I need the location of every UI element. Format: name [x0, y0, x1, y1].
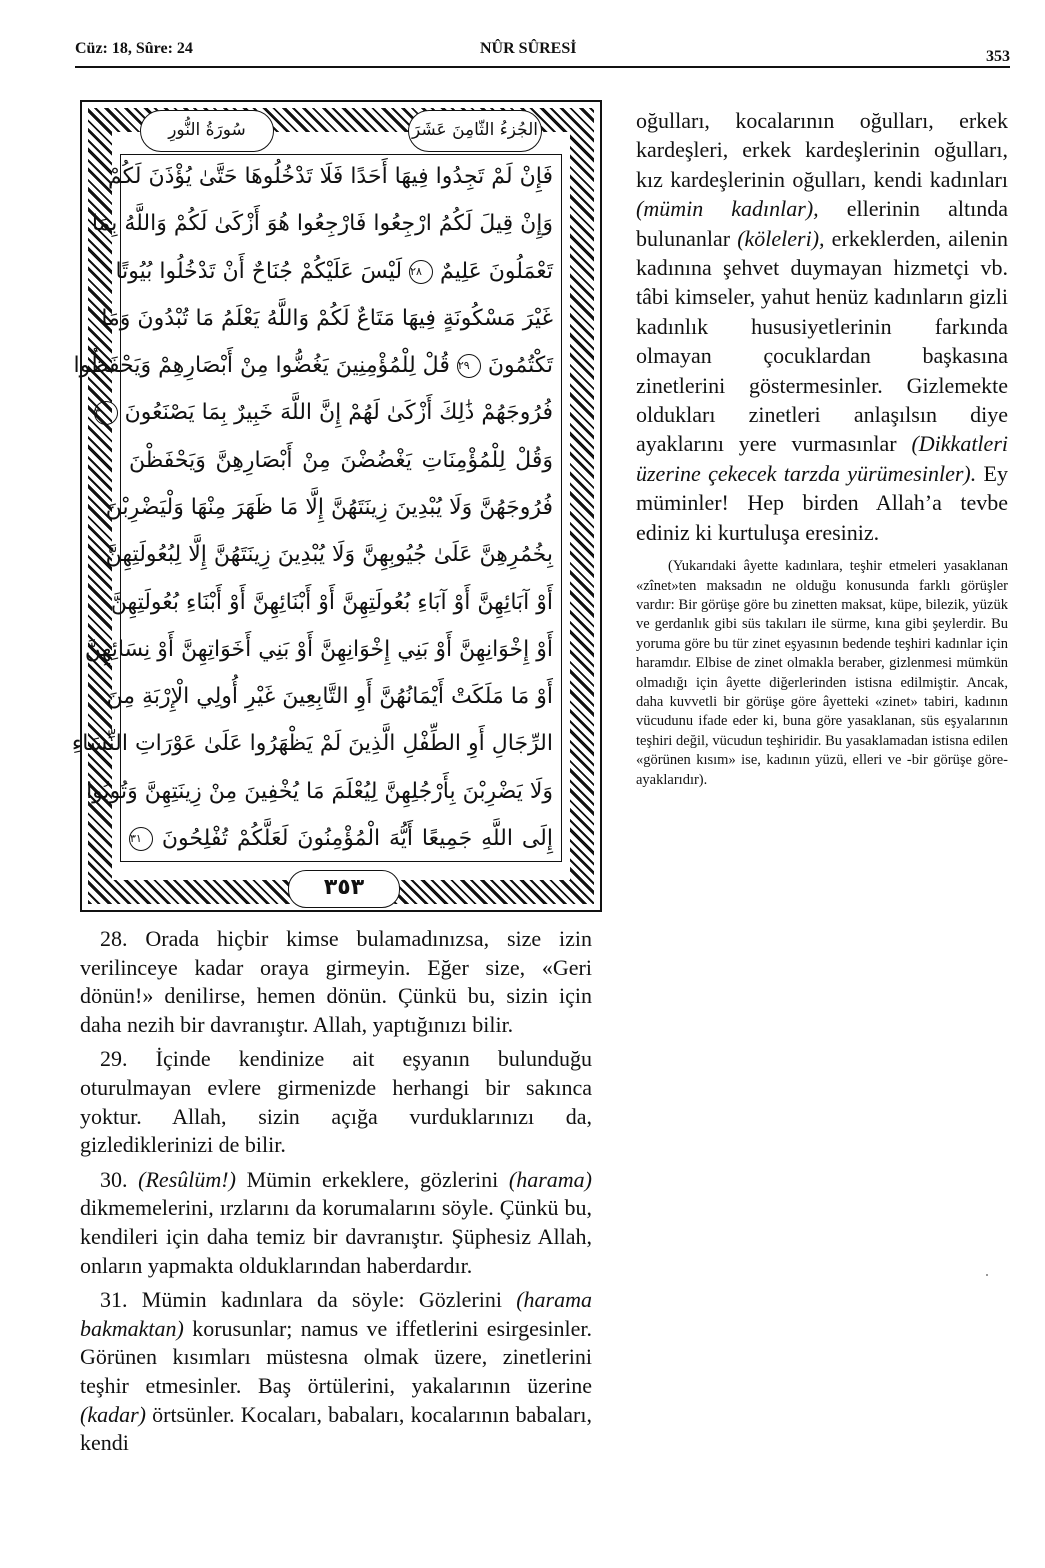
text-run: ellerinin altında bulunanlar: [636, 196, 1008, 251]
arabic-line: الرِّجَالِ أَوِ الطِّفْلِ الَّذِينَ لَمْ يَظْهَرُوا عَلَىٰ عَوْرَاتِ النِّسَاءِ: [71, 731, 553, 757]
arabic-line: أَوْ إِخْوَانِهِنَّ أَوْ بَنِي إِخْوَانِهِنَّ أَوْ بَنِي أَخَوَاتِهِنَّ أَوْ نِسَائِهِنَّ: [84, 636, 553, 662]
ayah-end-mark: ٢٩: [457, 354, 481, 378]
arabic-line: أَوْ مَا مَلَكَتْ أَيْمَانُهُنَّ أَوِ التَّابِعِينَ غَيْرِ أُولِي الْإِرْبَةِ مِنَ: [106, 684, 553, 710]
arabic-line: فُرُوجَهُنَّ وَلَا يُبْدِينَ زِينَتَهُنَّ إِلَّا مَا ظَهَرَ مِنْهَا وَلْيَضْرِبْنَ: [105, 494, 553, 520]
italic-run: (mümin kadınlar),: [636, 196, 819, 222]
arabic-line: وَلَا يَضْرِبْنَ بِأَرْجُلِهِنَّ لِيُعْلَمَ مَا يُخْفِينَ مِنْ زِينَتِهِنَّ وَتُوبُوا: [86, 778, 553, 804]
verse-28-translation: 28. Orada hiçbir kimse bulamadınızsa, size izin verilinceye kadar oraya girmeyin. Eğer size, «Geri dönün!» denilirse, hemen dönün. Çünkü bu, sizin için daha nezih bir davranıştır. Allah, yaptığınızı bilir.: [80, 926, 592, 1037]
juz-name-cartouche: الجُزءُ الثّامِنَ عَشَرَ: [408, 110, 542, 152]
arabic-line: بِخُمُرِهِنَّ عَلَىٰ جُيُوبِهِنَّ وَلَا يُبْدِينَ زِينَتَهُنَّ إِلَّا لِبُعُولَتِهِنَّ: [105, 542, 553, 568]
italic-run: (kadar): [80, 1401, 146, 1427]
sura-title: NÛR SÛRESİ: [480, 40, 577, 57]
translation-continuation: [636, 106, 1008, 547]
text-run: oğulları, kocalarının oğulları, erkek kardeşleri, erkek kardeşlerinin oğulları, kız kardeşlerinin oğulları, kendi kadınları: [636, 108, 1008, 192]
arabic-line: إِلَى اللَّهِ جَمِيعًا أَيُّهَ الْمُؤْمِنُونَ لَعَلَّكُمْ تُفْلِحُونَ ٣١: [130, 825, 553, 851]
text-run: Ey müminler! Hep birden Allah’a tevbe ediniz ki kurtuluşa eresiniz.: [636, 460, 1008, 545]
text-run: Mümin erkeklere, gözlerini: [235, 1166, 509, 1192]
arabic-line: تَكْتُمُونَ ٢٩ قُلْ لِلْمُؤْمِنِينَ يَغُضُّوا مِنْ أَبْصَارِهِمْ وَيَحْفَظُوا: [73, 353, 553, 379]
italic-run: (harama bakmaktan): [80, 1287, 592, 1341]
italic-run: (Dikkatleri üzerine çekecek tarzda yürümesinler).: [636, 431, 1008, 486]
arabic-line: تَعْمَلُونَ عَلِيمٌ ٢٨ لَيْسَ عَلَيْكُمْ جُنَاحٌ أَنْ تَدْخُلُوا بُيُوتًا: [115, 258, 553, 284]
verse-29-translation: 29. İçinde kendinize ait eşyanın bulunduğu oturulmayan evlere girmenizde herhangi bir sakınca yoktur. Allah, sizin açığa vurduklarınızı da, gizlediklerinizi de bilir.: [80, 1046, 592, 1158]
quran-page-frame: [71, 100, 602, 912]
arabic-lines: [71, 159, 553, 857]
verse-30-translation: [80, 1166, 592, 1280]
arabic-line: غَيْرَ مَسْكُونَةٍ فِيهَا مَتَاعٌ لَكُمْ وَاللَّهُ يَعْلَمُ مَا تُبْدُونَ وَمَا: [101, 305, 553, 331]
arabic-line: فَإِنْ لَمْ تَجِدُوا فِيهَا أَحَدًا فَلَا تَدْخُلُوهَا حَتَّىٰ يُؤْذَنَ لَكُمْ: [107, 164, 553, 189]
text-run: dikmemelerini, ırzlarını da korumalarını söyle. Çünkü bu, kendileri için daha temiz bir davranıştır. Şüphesiz Allah, onların yapmakta olduklarından haberdardır.: [80, 1195, 592, 1278]
text-run: örtsünler. Kocaları, babaları, kocalarının babaları, kendi: [80, 1401, 592, 1456]
scan-speck: [986, 1274, 988, 1276]
verse-31-translation: [80, 1286, 592, 1458]
translation-left-column: [80, 925, 592, 1464]
text-run: erkeklerden, ailenin kadınına şehvet duymayan hizmetçi vb. tâbi kimseler, yahut henüz kadınların gizli kadınlık hususiyetlerinin farkında olmayan çocuklardan başkasına zinetlerini göstermesinler. Gizlemekte oldukları zinetleri anlaşılsın diye ayaklarını yere vurmasınlar: [636, 225, 1008, 457]
arabic-text-panel: [71, 154, 562, 862]
ayah-end-mark: ٣٠: [94, 401, 118, 425]
header-rule: [75, 66, 1010, 68]
italic-run: (Resûlüm!): [138, 1166, 236, 1192]
arabic-page-number-badge: ٣٥٣: [288, 870, 400, 908]
page-header: [75, 40, 1010, 70]
italic-run: (harama): [508, 1166, 592, 1192]
page-number: 353: [986, 48, 1010, 65]
arabic-line: فُرُوجَهُمْ ذَٰلِكَ أَزْكَىٰ لَهُمْ إِنَّ اللَّهَ خَبِيرٌ بِمَا يَصْنَعُونَ ٣٠: [94, 400, 553, 426]
translation-right-column: [636, 106, 1008, 790]
ayah-end-mark: ٢٨: [409, 260, 433, 284]
ayah-end-mark: ٣١: [129, 827, 153, 851]
italic-run: (köleleri),: [737, 225, 825, 251]
text-run: 31. Mümin kadınlara da söyle: Gözlerini: [100, 1287, 517, 1313]
sura-name-cartouche: سُورَةُ النُّورِ: [140, 110, 274, 152]
arabic-line: وَإِنْ قِيلَ لَكُمُ ارْجِعُوا فَارْجِعُوا هُوَ أَزْكَىٰ لَكُمْ وَاللَّهُ بِمَا: [91, 211, 553, 237]
text-run: 30.: [100, 1166, 139, 1192]
arabic-line: أَوْ آبَائِهِنَّ أَوْ آبَاءِ بُعُولَتِهِنَّ أَوْ أَبْنَائِهِنَّ أَوْ أَبْنَاءِ بُعُولَتِهِنَّ: [110, 589, 553, 615]
arabic-line: وَقُلْ لِلْمُؤْمِنَاتِ يَغْضُضْنَ مِنْ أَبْصَارِهِنَّ وَيَحْفَظْنَ: [129, 447, 553, 473]
text-run: korusunlar; namus ve iffetlerini esirgesinler. Görünen kısımları müstesna olmak üzere, zinetlerini teşhir etmesinler. Baş örtülerini, yakalarının üzerine: [80, 1315, 592, 1398]
juz-sura-label: Cüz: 18, Sûre: 24: [75, 40, 193, 57]
commentary-note: (Yukarıdaki âyette kadınlara, teşhir etmeleri yasaklanan «zînet»ten maksadın ne olduğu konusunda farklı görüşler vardır: Bir görüşe göre bu zinetten maksat, küpe, bilezik, yüzük ve gerdanlık gibi süs takıları ile sürme, kına gibi şeylerdir. Bu yoruma göre bu tür zinet eşyasının bedende teşhiri kadınlar için haramdır. Elbise de zinet olmakla beraber, gizlenmesi mümkün olmadığı için âyette diğerlerinden istisna edilmiştir. Ancak, daha kuvvetli bir görüşe göre âyetteki «zinet» tabiri, kadının vücudunu ifade eder ki, buna göre yasaklanan, süs eşyalarının teşhiri değil, vücudun teşhiridir. Bu yasaklamadan istisna edilen «görünen kısım» ise, kadının yüzü, elleri ve -bir görüşe göre- ayaklarıdır).: [636, 558, 1008, 788]
